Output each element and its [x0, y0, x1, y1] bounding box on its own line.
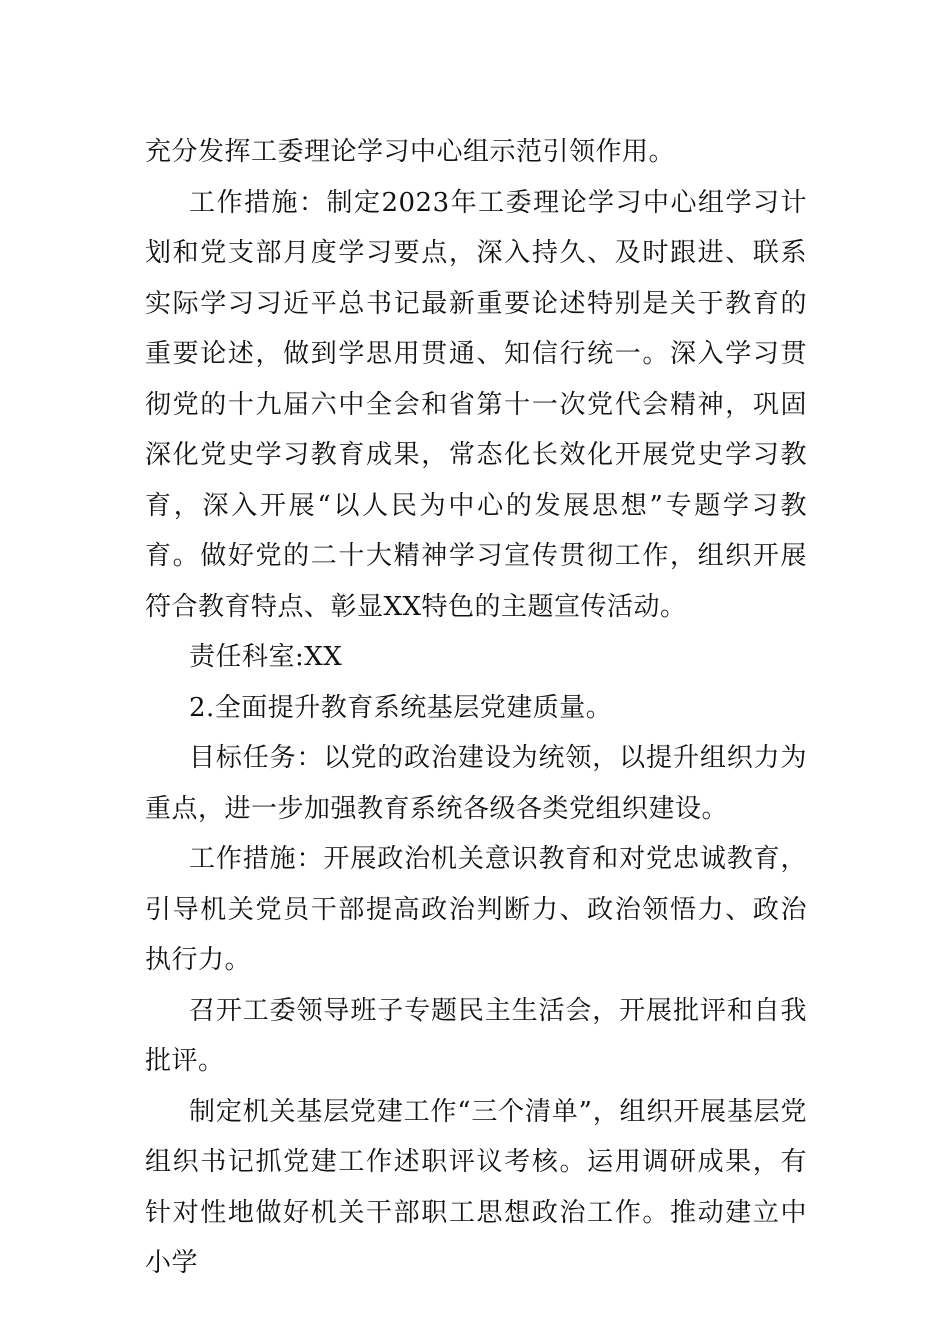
paragraph-responsible-office: 责任科室:XX [189, 642, 343, 672]
paragraph-section-heading-2: 2.全面提升教育系统基层党建质量。 [189, 692, 613, 723]
paragraph-three-lists: 制定机关基层党建工作“三个清单”，组织开展基层党组织书记抓党建工作述职评议考核。运用调研成果，有针对性地做好机关干部职工思想政治工作。推动建立中小学 [145, 1096, 807, 1278]
paragraph-continuation: 充分发挥工委理论学习中心组示范引领作用。 [145, 137, 676, 167]
paragraph-target-task: 目标任务：以党的政治建设为统领，以提升组织力为重点，进一步加强教育系统各级各类党组织建设。 [145, 743, 807, 824]
paragraph-work-measures-1: 工作措施：制定2023年工委理论学习中心组学习计划和党支部月度学习要点，深入持久、及时跟进、联系实际学习习近平总书记最新重要论述特别是关于教育的重要论述，做到学思用贯通、知信行统一。深入学习贯彻党的十九届六中全会和省第十一次党代会精神，巩固深化党史学习教育成果，常态化长效化开展党史学习教育，深入开展“以人民为中心的发展思想”专题学习教育。做好党的二十大精神学习宣传贯彻工作，组织开展符合教育特点、彰显XX特色的主题宣传活动。 [145, 187, 807, 622]
paragraph-democratic-meeting: 召开工委领导班子专题民主生活会，开展批评和自我批评。 [145, 995, 807, 1076]
paragraph-work-measures-2: 工作措施：开展政治机关意识教育和对党忠诚教育，引导机关党员干部提高政治判断力、政治领悟力、政治执行力。 [145, 844, 807, 975]
document-body [145, 127, 807, 1289]
